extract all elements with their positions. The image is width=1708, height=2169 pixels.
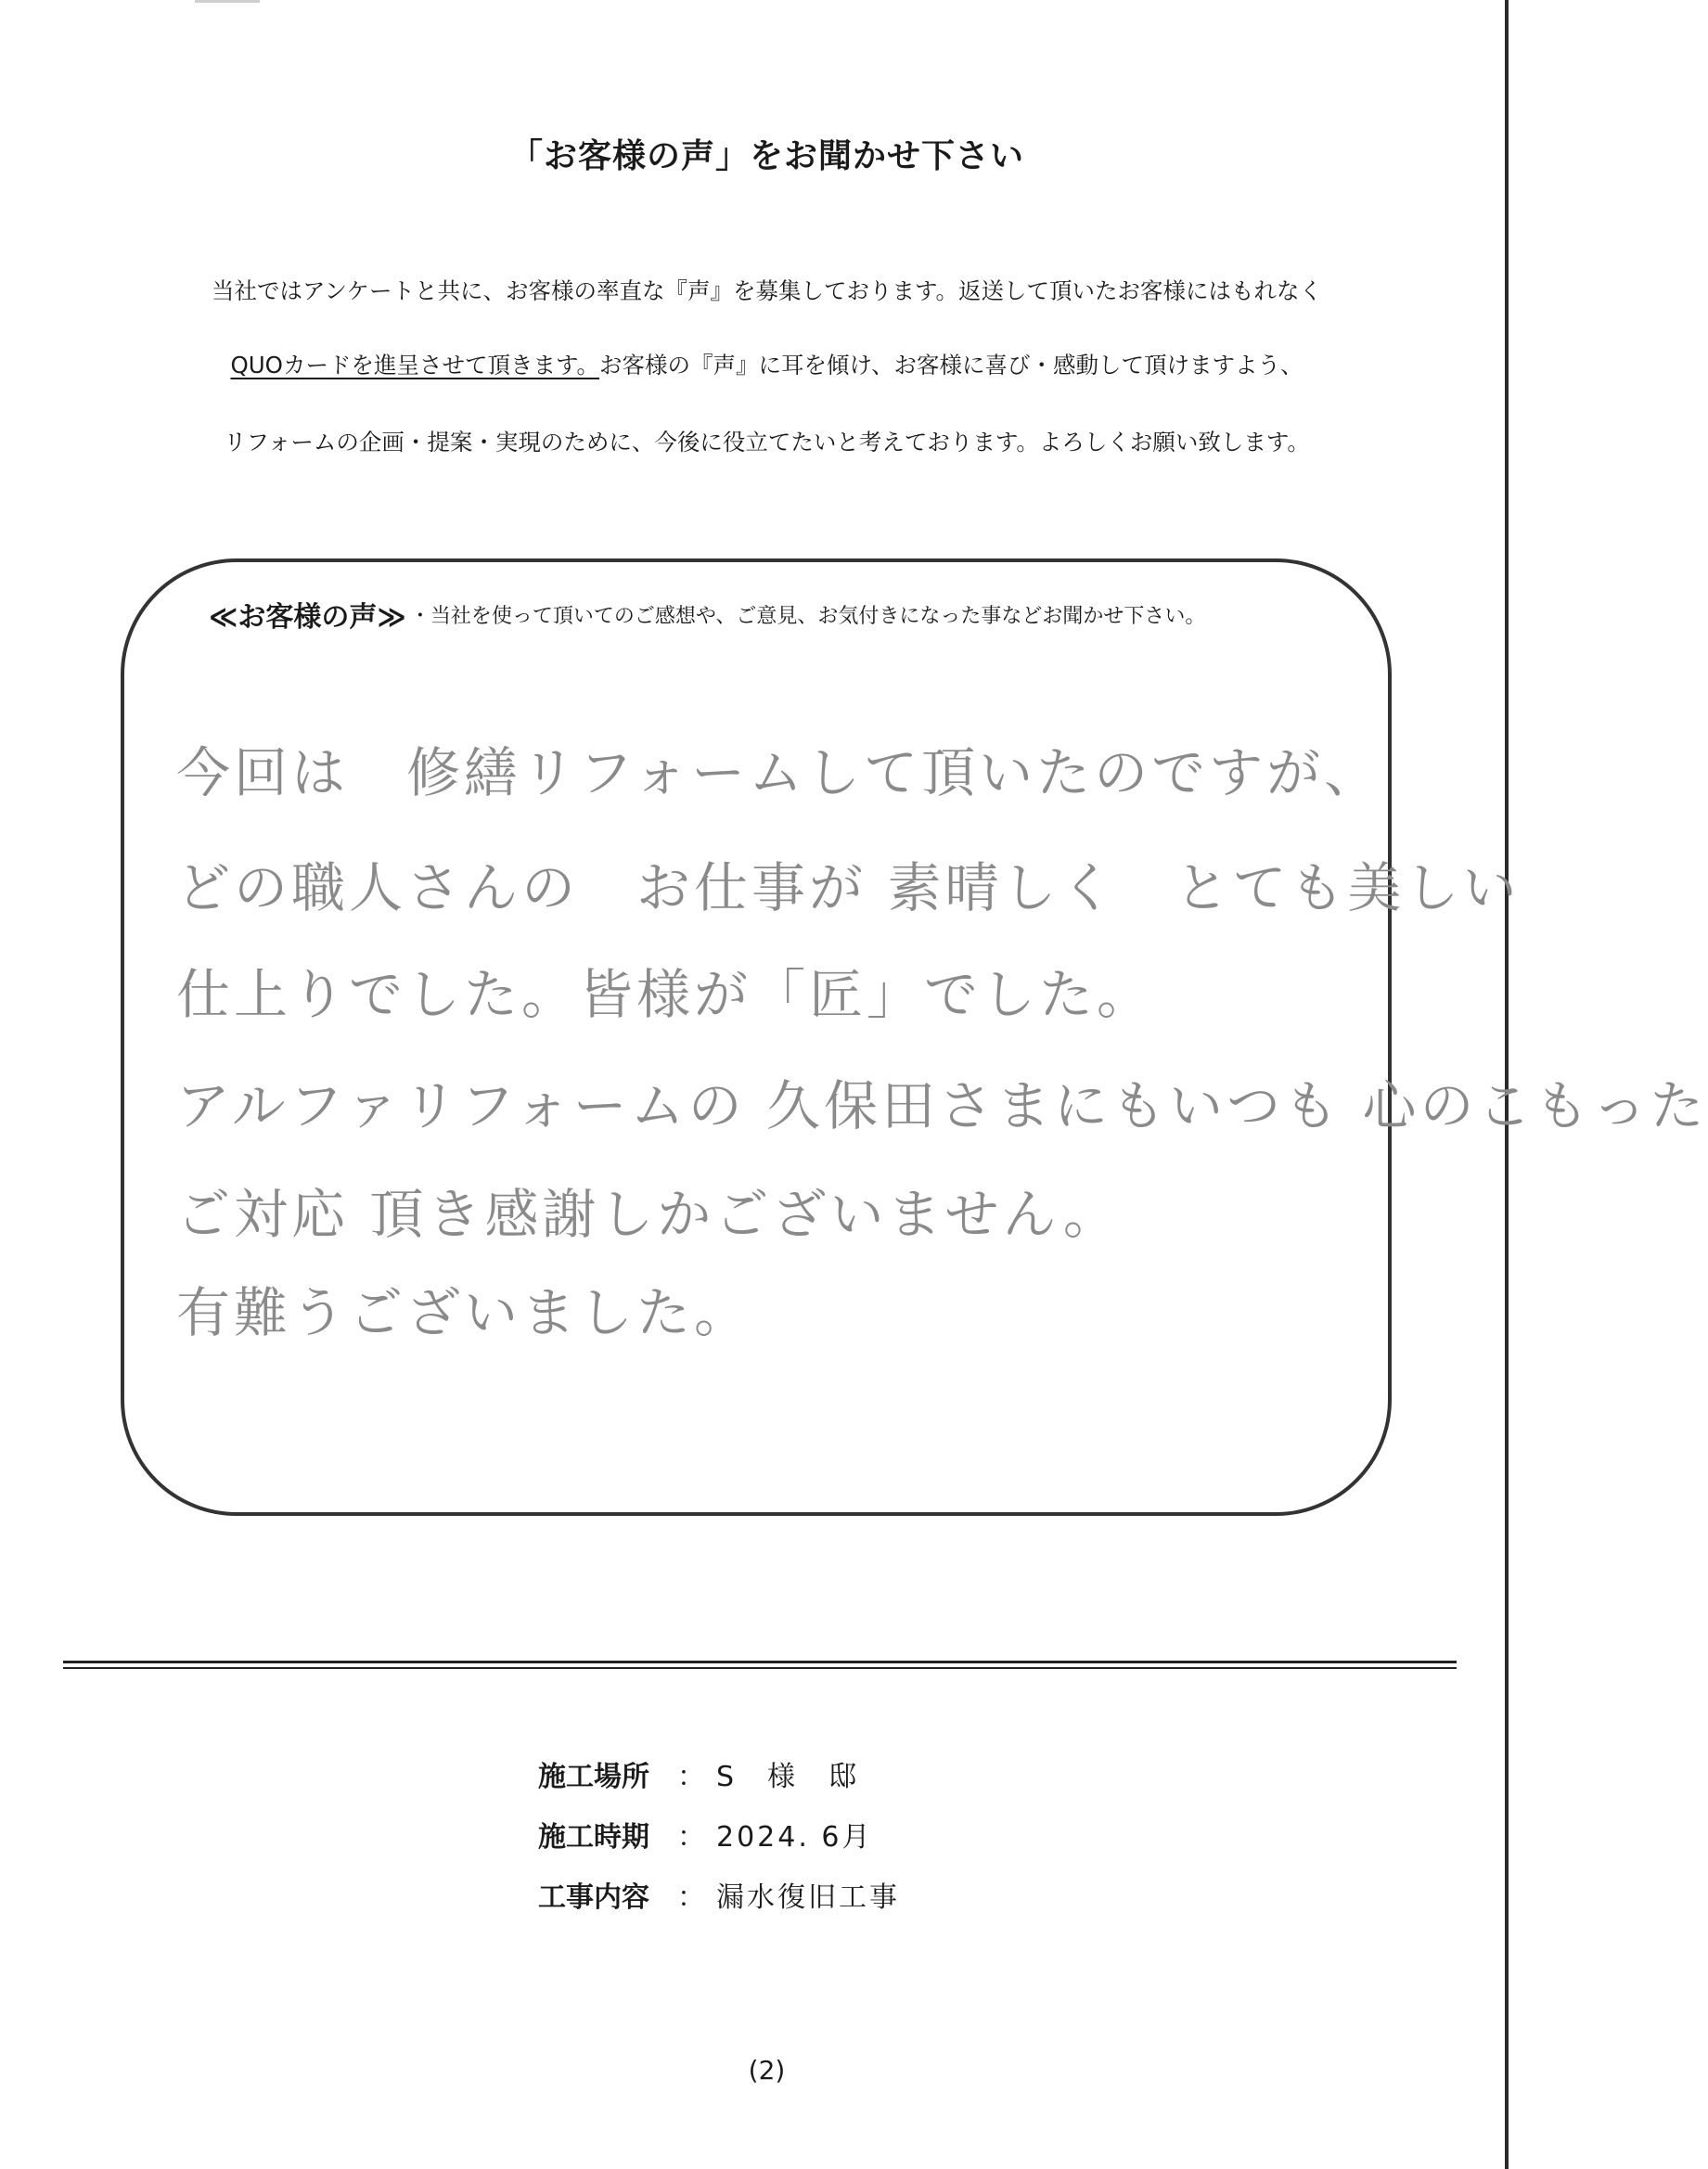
intro-line-2-rest: お客様の『声』に耳を傾け、お客様に喜び・感動して頂けますよう、 bbox=[599, 352, 1303, 379]
voice-box-title: ≪お客様の声≫ bbox=[209, 601, 406, 634]
handwritten-line-4: アルファリフォームの 久保田さまにもいつも 心のこもった bbox=[176, 1074, 1708, 1137]
info-separator: ： bbox=[677, 1761, 705, 1793]
page-title: 「お客様の声」をお聞かせ下さい bbox=[508, 137, 1024, 175]
intro-line-2 bbox=[0, 348, 1534, 380]
scan-mark bbox=[195, 0, 260, 3]
page-number: (2) bbox=[748, 2055, 786, 2086]
info-row-work bbox=[538, 1874, 900, 1915]
handwritten-line-2: どの職人さんの お仕事が 素晴しく とても美しい bbox=[176, 856, 1521, 919]
voice-box-header bbox=[209, 594, 1205, 635]
info-value: 漏水復旧工事 bbox=[716, 1881, 900, 1914]
handwritten-line-3: 仕上りでした。皆様が「匠」でした。 bbox=[176, 963, 1155, 1026]
divider-line bbox=[63, 1661, 1457, 1663]
info-row-location bbox=[538, 1753, 859, 1794]
quo-card-notice: QUOカードを進呈させて頂きます。 bbox=[230, 352, 599, 379]
info-value: 2024. 6月 bbox=[716, 1821, 873, 1854]
customer-voice-box bbox=[121, 558, 1392, 1516]
info-separator: ： bbox=[677, 1821, 705, 1854]
info-separator: ： bbox=[677, 1881, 705, 1914]
info-row-period bbox=[538, 1814, 873, 1855]
handwritten-line-1: 今回は 修繕リフォームして頂いたのですが、 bbox=[176, 741, 1382, 804]
info-label: 施工場所 bbox=[538, 1761, 649, 1793]
voice-box-instruction: ・当社を使って頂いてのご感想や、ご意見、お気付きになった事などお聞かせ下さい。 bbox=[409, 604, 1206, 628]
intro-line-1: 当社ではアンケートと共に、お客様の率直な『声』を募集しております。返送して頂いたお客様にはもれなく bbox=[211, 277, 1323, 304]
info-label: 工事内容 bbox=[538, 1881, 649, 1914]
handwritten-line-5: ご対応 頂き感謝しかございません。 bbox=[176, 1183, 1121, 1246]
info-label: 施工時期 bbox=[538, 1821, 649, 1854]
info-value: S 様 邸 bbox=[716, 1761, 860, 1793]
intro-line-3: リフォームの企画・提案・実現のために、今後に役立てたいと考えております。よろしくお願い致します。 bbox=[224, 429, 1310, 456]
handwritten-line-6: 有難うございました。 bbox=[176, 1281, 752, 1344]
divider-line-secondary bbox=[63, 1667, 1457, 1669]
